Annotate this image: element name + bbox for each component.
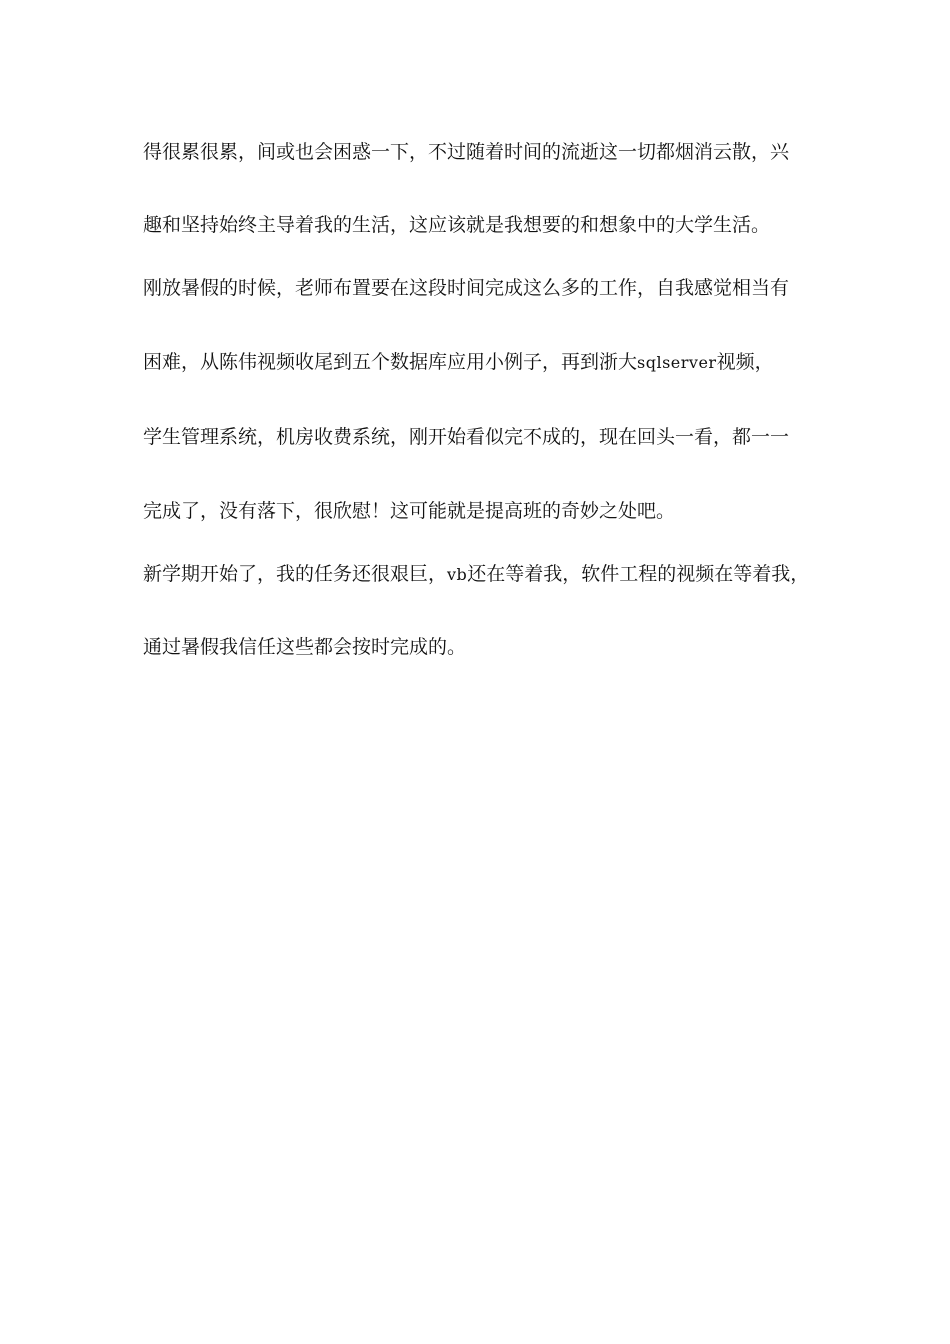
text-line-4 — [143, 349, 823, 376]
code-sqlserver: sqlserver — [637, 353, 717, 372]
text-line-6: 完成了，没有落下，很欣慰！这可能就是提高班的奇妙之处吧。 — [143, 500, 676, 522]
text-line-4-part-1: 困难，从陈伟视频收尾到五个数据库应用小例子，再到浙大 — [143, 351, 638, 373]
text-line-4-part-2: 视频， — [716, 351, 774, 373]
text-line-2: 趣和坚持始终主导着我的生活，这应该就是我想要的和想象中的大学生活。 — [143, 214, 771, 236]
text-line-7-part-2: 还在等着我，软件工程的视频在等着我， — [467, 563, 810, 585]
code-vb: vb — [447, 565, 468, 584]
text-line-7-part-1: 新学期开始了，我的任务还很艰巨， — [143, 563, 448, 585]
text-line-3: 刚放暑假的时候，老师布置要在这段时间完成这么多的工作，自我感觉相当有 — [143, 277, 790, 299]
text-line-8: 通过暑假我信任这些都会按时完成的。 — [143, 636, 467, 658]
text-line-1: 得很累很累，间或也会困惑一下，不过随着时间的流逝这一切都烟消云散，兴 — [143, 141, 790, 163]
text-line-7 — [143, 561, 823, 588]
text-line-5: 学生管理系统，机房收费系统，刚开始看似完不成的，现在回头一看，都一一 — [143, 426, 790, 448]
